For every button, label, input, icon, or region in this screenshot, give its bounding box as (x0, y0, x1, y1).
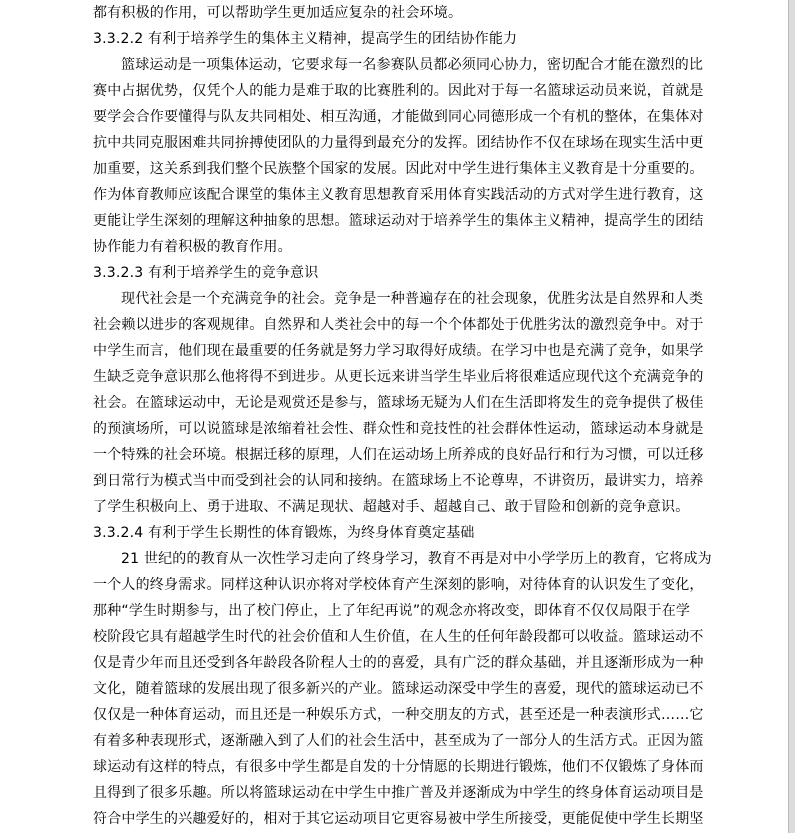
section-heading: 3.3.2.2 有利于培养学生的集体主义精神，提高学生的团结协作能力 (93, 31, 518, 47)
text-line: 生缺乏竞争意识那么他将得不到进步。从更长远来讲当学生毕业后将很难适应现代这个充满竞争的 (93, 369, 704, 385)
text-line: 一个特殊的社会环境。根据迁移的原理，人们在运动场上所养成的良好品行和行为习惯，可以迁移 (93, 447, 704, 463)
text-line: 协作能力有着积极的教育作用。 (93, 239, 292, 255)
text-line: 加重要，这关系到我们整个民族整个国家的发展。因此对中学生进行集体主义教育是十分重要的。 (93, 161, 704, 177)
document-page (93, 0, 712, 832)
text-line: 要学会合作要懂得与队友共同相处、相互沟通，才能做到同心同德形成一个有机的整体，在集体对 (93, 109, 704, 125)
text-line: 符合中学生的兴趣爱好的，相对于其它运动项目它更容易被中学生所接受，更能促使中学生长期坚 (93, 811, 704, 827)
text-line: 仅仅是一种体育运动，而且还是一种娱乐方式，一种交朋友的方式，甚至还是一种表演形式……它 (93, 707, 704, 723)
text-line: 了学生积极向上、勇于进取、不满足现状、超越对手、超越自己、敢于冒险和创新的竞争意识。 (93, 499, 690, 515)
text-line: 抗中共同克服困难共同拚搏使团队的力量得到最充分的发挥。团结协作不仅在球场在现实生活中更 (93, 135, 704, 151)
text-line: 仅是青少年而且还受到各年龄段各阶程人士的的喜爱，具有广泛的群众基础，并且逐渐形成为一种 (93, 655, 704, 671)
text-line: 文化，随着篮球的发展出现了很多新兴的产业。篮球运动深受中学生的喜爱，现代的篮球运动已不 (93, 681, 704, 697)
text-line: 赛中占据优势，仅凭个人的能力是难于取的比赛胜利的。因此对于每一名篮球运动员来说，首就是 (93, 83, 704, 99)
text-line: 作为体育教师应该配合课堂的集体主义教育思想教育采用体育实践活动的方式对学生进行教育，这 (93, 187, 704, 203)
text-line: 更能让学生深刻的理解这种抽象的思想。篮球运动对于培养学生的集体主义精神，提高学生的团结 (93, 213, 704, 229)
text-line: 校阶段它具有超越学生时代的社会价值和人生价值，在人生的任何年龄段都可以收益。篮球运动不 (93, 629, 704, 645)
text-line: 球运动有这样的特点，有很多中学生都是自发的十分情愿的长期进行锻炼，他们不仅锻炼了身体而 (93, 759, 704, 775)
section-heading: 3.3.2.3 有利于培养学生的竞争意识 (93, 265, 319, 281)
text-line: 的预演场所，可以说篮球是浓缩着社会性、群众性和竞技性的社会群体性运动，篮球运动本身就是 (93, 421, 704, 437)
text-line: 社会。在篮球运动中，无论是观赏还是参与，篮球场无疑为人们在生活即将发生的竞争提供了极佳 (93, 395, 704, 411)
text-line: 中学生而言，他们现在最重要的任务就是努力学习取得好成绩。在学习中也是充满了竞争，如果学 (93, 343, 704, 359)
text-line: 有着多种表现形式，逐渐融入到了人们的社会生活中，甚至成为了一部分人的生活方式。正因为篮 (93, 733, 704, 749)
text-line: 现代社会是一个充满竞争的社会。竞争是一种普遍存在的社会现象，优胜劣汰是自然界和人类 (121, 291, 704, 307)
section-heading: 3.3.2.4 有利于学生长期性的体育锻炼，为终身体育奠定基础 (93, 525, 475, 541)
text-line: 都有积极的作用，可以帮助学生更加适应复杂的社会环境。 (93, 5, 463, 21)
window-right-border (788, 0, 795, 833)
text-line: 一个人的终身需求。同样这种认识亦将对学校体育产生深刻的影响，对待体育的认识发生了变化， (93, 577, 704, 593)
text-line: 篮球运动是一项集体运动，它要求每一名参赛队员都必须同心协力，密切配合才能在激烈的比 (121, 57, 704, 73)
text-line: 那种“学生时期参与，出了校门停止，上了年纪再说”的观念亦将改变，即体育不仅仅局限于在学 (93, 603, 691, 619)
text-line: 且得到了很多乐趣。所以将篮球运动在中学生中推广普及并逐渐成为中学生的终身体育运动项目是 (93, 785, 704, 801)
text-line: 21 世纪的的教育从一次性学习走向了终身学习，教育不再是对中小学学历上的教育，它将成为 (121, 551, 712, 567)
text-line: 社会赖以进步的客观规律。自然界和人类社会中的每一个个体都处于优胜劣汰的激烈竞争中。对于 (93, 317, 704, 333)
text-line: 到日常行为模式当中而受到社会的认同和接纳。在篮球场上不论尊卑，不讲资历，最讲实力，培养 (93, 473, 704, 489)
